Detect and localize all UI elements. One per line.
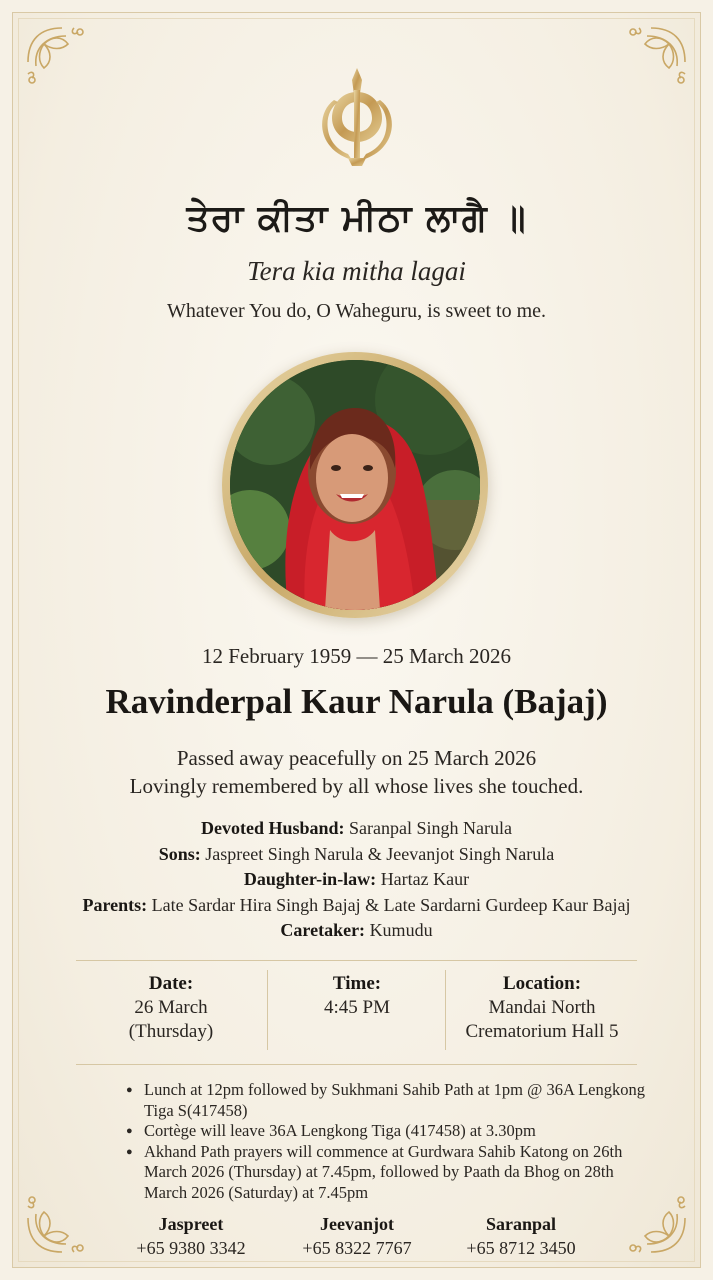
life-dates: 12 February 1959 — 25 March 2026 [201, 644, 512, 668]
contact-jaspreet: Jaspreet +65 9380 3342 [116, 1212, 266, 1260]
verse-translation: Whatever You do, O Waheguru, is sweet to me. [166, 300, 547, 322]
service-date: Date: 26 March (Thursday) [128, 973, 214, 1042]
corner-flourish-icon [22, 22, 102, 102]
service-time: Time: 4:45 PM [324, 973, 390, 1018]
family-list [0, 816, 713, 944]
family-row: Parents: Late Sardar Hira Singh Bajaj & Late Sardarni Gurdeep Kaur Bajaj [82, 894, 631, 915]
passed-line: Passed away peacefully on 25 March 2026 [176, 746, 537, 770]
khanda-icon [312, 66, 402, 168]
gurbani-verse: ਤੇਰਾ ਕੀਤਾ ਮੀਠਾ ਲਾਗੈ ॥ [186, 198, 527, 239]
divider [445, 970, 446, 1050]
family-row: Caretaker: Kumudu [280, 920, 433, 940]
divider [76, 960, 637, 961]
remembrance-text [0, 744, 713, 800]
phone-number[interactable]: +65 8322 7767 [302, 1238, 412, 1258]
portrait-photo [230, 360, 480, 610]
contact-jeevanjot: Jeevanjot +65 8322 7767 [282, 1212, 432, 1260]
divider [76, 1064, 637, 1065]
portrait-frame [222, 352, 488, 618]
deceased-name: Ravinderpal Kaur Narula (Bajaj) [105, 682, 608, 721]
service-location: Location: Mandai North Crematorium Hall 5 [465, 973, 619, 1042]
list-item: ● Lunch at 12pm followed by Sukhmani Sahib Path at 1pm @ 36A Lengkong Tiga S(417458) [126, 1080, 646, 1121]
list-item: ● Cortège will leave 36A Lengkong Tiga (417458) at 3.30pm [126, 1121, 646, 1142]
corner-flourish-icon [22, 1178, 102, 1258]
list-item: ● Akhand Path prayers will commence at Gurdwara Sahib Katong on 26th March 2026 (Thursday) at 7.45pm, followed by Paath da Bhog on 28th March 2026 (Saturday) at 7.45pm [126, 1142, 646, 1204]
divider [267, 970, 268, 1050]
phone-number[interactable]: +65 8712 3450 [466, 1238, 576, 1258]
corner-flourish-icon [611, 22, 691, 102]
family-row: Daughter-in-law: Hartaz Kaur [243, 869, 470, 889]
verse-transliteration: Tera kia mitha lagai [247, 256, 466, 286]
contact-saranpal: Saranpal +65 8712 3450 [446, 1212, 596, 1260]
phone-number[interactable]: +65 9380 3342 [136, 1238, 246, 1258]
service-notes [126, 1080, 646, 1203]
family-row: Devoted Husband: Saranpal Singh Narula [201, 818, 512, 838]
remembered-line: Lovingly remembered by all whose lives she touched. [129, 774, 584, 798]
family-row: Sons: Jaspreet Singh Narula & Jeevanjot Singh Narula [158, 843, 555, 864]
